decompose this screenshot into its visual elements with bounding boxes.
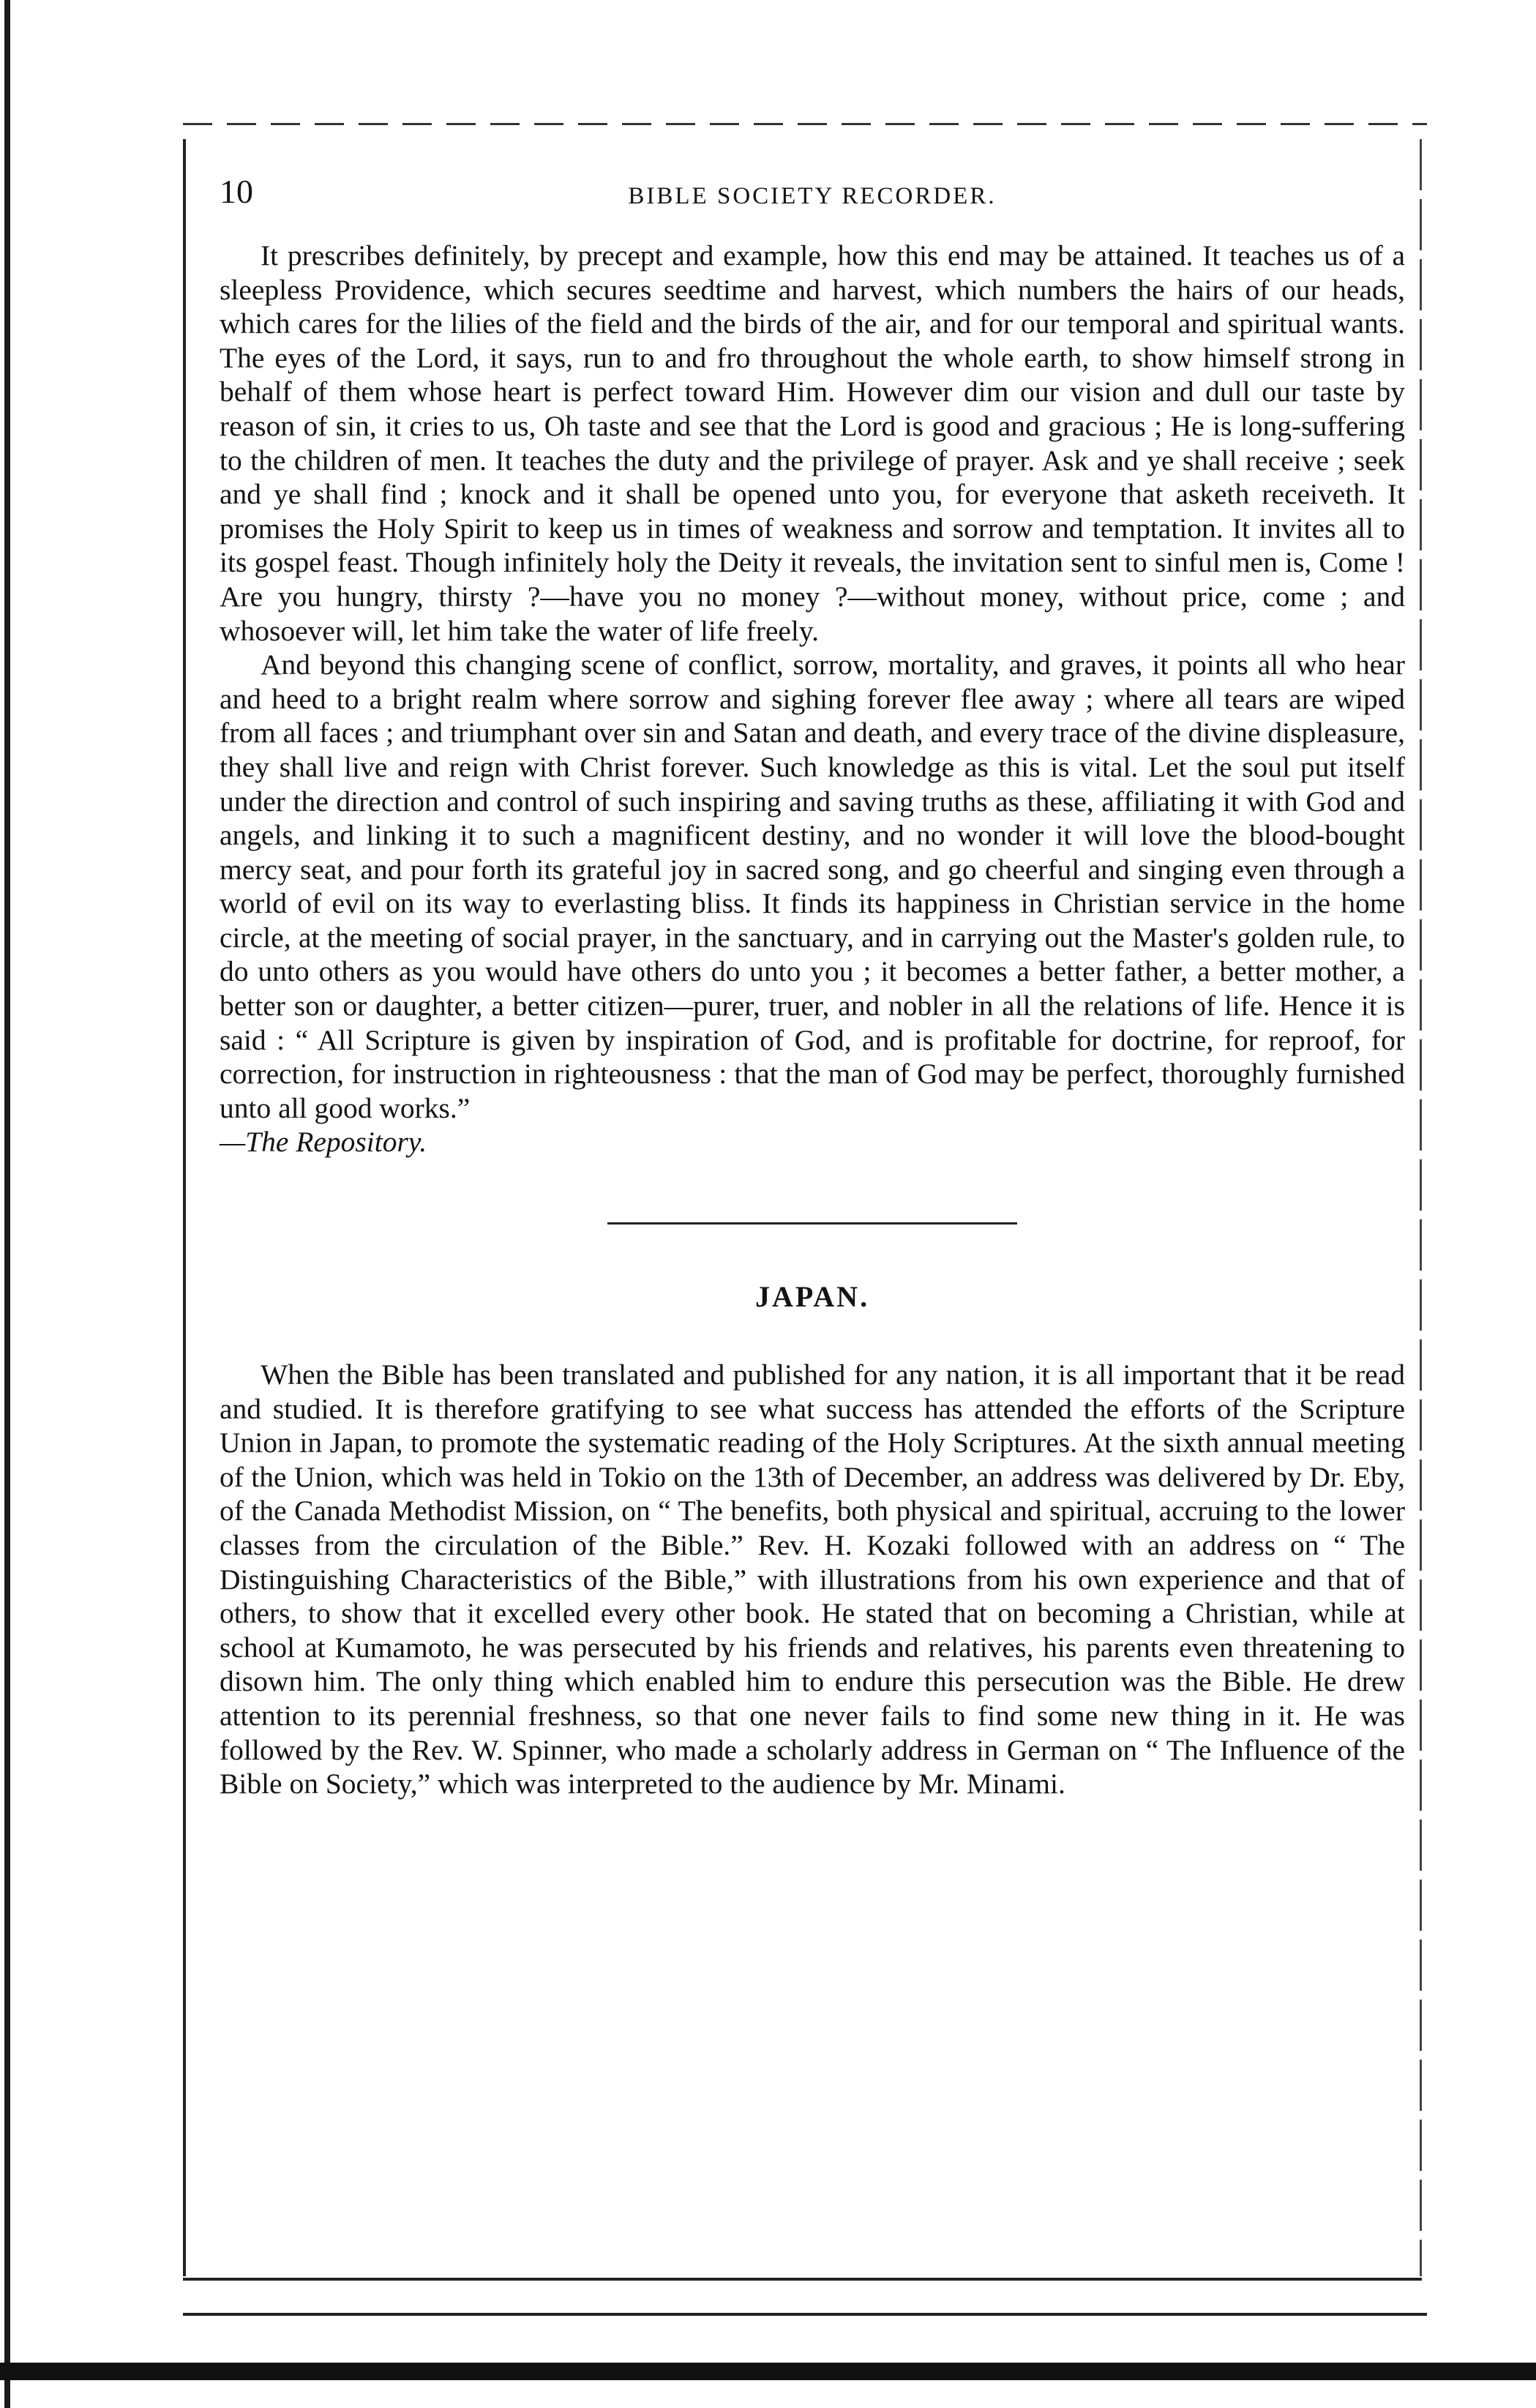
section-paragraph-1: When the Bible has been translated and published for any nation, it is all important that it be read and studied. It is therefore gratifying to see what success has attended the efforts of the Scripture Union in Japan, to promote the systematic reading of the Holy Scriptures. At the sixth annual meeting of the Union, which was held in Tokio on the 13th of December, an address was delivered by Dr. Eby, of the Canada Methodist Mission, on “ The benefits, both physical and spiritual, accruing to the lower classes from the circulation of the Bible.” Rev. H. Kozaki followed with an address on “ The Distinguishing Characteristics of the Bible,” with illustrations from his own experience and that of others, to show that it excelled every other book. He stated that on becoming a Christian, while at school at Kumamoto, he was persecuted by his friends and relatives, his parents even threatening to disown him. The only thing which enabled him to endure this persecution was the Bible. He drew attention to its perennial freshness, so that one never fails to find some new thing in it. He was followed by the Rev. W. Spinner, who made a scholarly address in German on “ The Influence of the Bible on Society,” which was interpreted to the audience by Mr. Minami.: [220, 1358, 1405, 1801]
bottom-rule: [183, 2313, 1427, 2316]
frame-left-border: [183, 139, 186, 2276]
section-title: JAPAN.: [754, 1280, 870, 1314]
scan-left-edge: [4, 0, 10, 2408]
section-divider: [607, 1222, 1017, 1224]
frame-right-border: [1420, 139, 1422, 2276]
article-source: —The Repository.: [220, 1126, 427, 1159]
frame-bottom-border: [183, 2278, 1422, 2281]
scan-bottom-band: [0, 2363, 1536, 2380]
page-header: [220, 170, 1405, 214]
page-number: 10: [220, 173, 253, 210]
article-paragraph-1: It prescribes definitely, by precept and example, how this end may be attained. It teaches us of a sleepless Providence, which secures seedtime and harvest, which numbers the hairs of our heads, which cares for the lilies of the field and the birds of the air, and for our temporal and spiritual wants. The eyes of the Lord, it says, run to and fro throughout the whole earth, to show himself strong in behalf of them whose heart is perfect toward Him. However dim our vision and dull our taste by reason of sin, it cries to us, Oh taste and see that the Lord is good and gracious ; He is long-suffering to the children of men. It teaches the duty and the privilege of prayer. Ask and ye shall receive ; seek and ye shall find ; knock and it shall be opened unto you, for everyone that asketh receiveth. It promises the Holy Spirit to keep us in times of weakness and sorrow and temptation. It invites all to its gospel feast. Though infinitely holy the Deity it reveals, the invitation sent to sinful men is, Come ! Are you hungry, thirsty ?—have you no money ?—without money, without price, come ; and whosoever will, let him take the water of life freely.: [220, 239, 1405, 647]
running-head: BIBLE SOCIETY RECORDER.: [628, 183, 997, 209]
page-content: [220, 170, 1405, 1801]
top-rule: [183, 123, 1427, 125]
article-paragraph-2: And beyond this changing scene of conflict, sorrow, mortality, and graves, it points all who hear and heed to a bright realm where sorrow and sighing forever flee away ; where all tears are wiped from all faces ; and triumphant over sin and Satan and death, and every trace of the divine displeasure, they shall live and reign with Christ forever. Such knowledge as this is vital. Let the soul put itself under the direction and control of such inspiring and saving truths as these, affiliating it with God and angels, and linking it to such a magnificent destiny, and no wonder it will love the blood-bought mercy seat, and pour forth its grateful joy in sacred song, and go cheerful and singing even through a world of evil on its way to everlasting bliss. It finds its happiness in Christian service in the home circle, at the meeting of social prayer, in the sanctuary, and in carrying out the Master's golden rule, to do unto others as you would have others do unto you ; it becomes a better father, a better mother, a better son or daughter, a better citizen—purer, truer, and nobler in all the relations of life. Hence it is said : “ All Scripture is given by inspiration of God, and is profitable for doctrine, for reproof, for correction, for instruction in righteousness : that the man of God may be perfect, thoroughly furnished unto all good works.”: [220, 648, 1405, 1124]
